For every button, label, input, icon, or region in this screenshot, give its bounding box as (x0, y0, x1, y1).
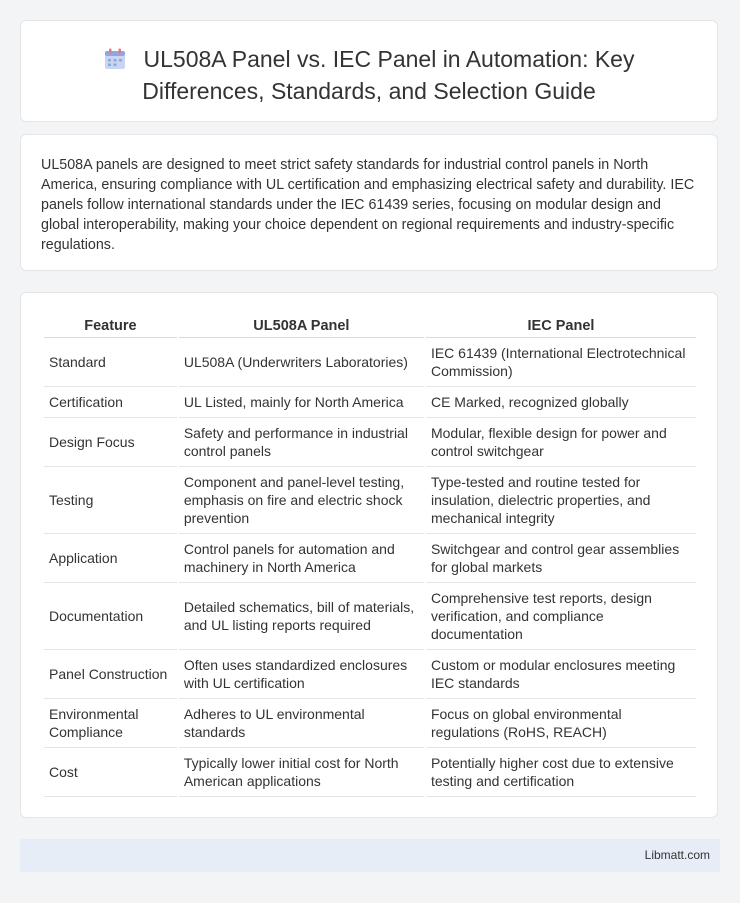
ul508a-cell: Often uses standardized enclosures with UL certification (179, 650, 424, 699)
feature-cell: Design Focus (44, 418, 177, 467)
ul508a-cell: Component and panel-level testing, emphasis on fire and electric shock prevention (179, 467, 424, 534)
table-row (44, 650, 696, 699)
table-row (44, 387, 696, 418)
footer (20, 839, 720, 872)
ul508a-cell: Safety and performance in industrial control panels (179, 418, 424, 467)
comparison-table-card (20, 292, 718, 818)
iec-cell: Switchgear and control gear assemblies for global markets (426, 534, 696, 583)
intro-card (20, 134, 718, 271)
iec-cell: CE Marked, recognized globally (426, 387, 696, 418)
ul508a-cell: Adheres to UL environmental standards (179, 699, 424, 748)
page-title (51, 45, 687, 106)
iec-cell: Custom or modular enclosures meeting IEC standards (426, 650, 696, 699)
iec-cell: Comprehensive test reports, design verification, and compliance documentation (426, 583, 696, 650)
header-feature: Feature (44, 315, 177, 338)
iec-cell: IEC 61439 (International Electrotechnical Commission) (426, 338, 696, 387)
feature-cell: Environmental Compliance (44, 699, 177, 748)
ul508a-cell: Detailed schematics, bill of materials, and UL listing reports required (179, 583, 424, 650)
table-header-row (44, 315, 696, 338)
table-row (44, 338, 696, 387)
ul508a-cell: UL508A (Underwriters Laboratories) (179, 338, 424, 387)
feature-cell: Certification (44, 387, 177, 418)
title-text: UL508A Panel vs. IEC Panel in Automation: Key Differences, Standards, and Selection Guide (142, 46, 635, 104)
table-row (44, 748, 696, 797)
header-ul508a: UL508A Panel (179, 315, 424, 338)
ul508a-cell: Typically lower initial cost for North American applications (179, 748, 424, 797)
calendar-icon (104, 48, 126, 77)
table-row (44, 583, 696, 650)
feature-cell: Testing (44, 467, 177, 534)
intro-paragraph: UL508A panels are designed to meet strict safety standards for industrial control panels in North America, ensuring compliance with UL certification and emphasizing electrical safety and durability. IEC panels follow international standards under the IEC 61439 series, focusing on modular design and global interoperability, making your choice dependent on regional requirements and industry-specific regulations. (41, 157, 695, 253)
table-row (44, 418, 696, 467)
comparison-table (42, 315, 698, 797)
feature-cell: Cost (44, 748, 177, 797)
title-card (20, 20, 718, 122)
table-row (44, 699, 696, 748)
iec-cell: Type-tested and routine tested for insulation, dielectric properties, and mechanical integrity (426, 467, 696, 534)
feature-cell: Documentation (44, 583, 177, 650)
feature-cell: Application (44, 534, 177, 583)
table-row (44, 467, 696, 534)
header-iec: IEC Panel (426, 315, 696, 338)
iec-cell: Potentially higher cost due to extensive testing and certification (426, 748, 696, 797)
ul508a-cell: Control panels for automation and machinery in North America (179, 534, 424, 583)
footer-brand: Libmatt.com (644, 848, 710, 862)
iec-cell: Modular, flexible design for power and control switchgear (426, 418, 696, 467)
ul508a-cell: UL Listed, mainly for North America (179, 387, 424, 418)
feature-cell: Panel Construction (44, 650, 177, 699)
feature-cell: Standard (44, 338, 177, 387)
table-row (44, 534, 696, 583)
iec-cell: Focus on global environmental regulations (RoHS, REACH) (426, 699, 696, 748)
